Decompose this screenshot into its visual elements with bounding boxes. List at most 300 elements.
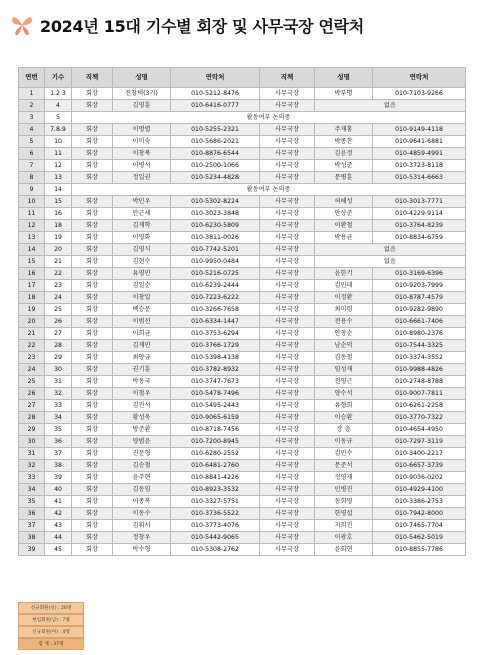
summary-box bbox=[18, 602, 84, 650]
president-name: 이미숙 bbox=[113, 136, 171, 148]
president-name: 김일순 bbox=[113, 280, 171, 292]
president-phone: 010-6481-2760 bbox=[171, 460, 260, 472]
president-role: 회장 bbox=[72, 472, 113, 484]
secretary-name: 김민태 bbox=[315, 280, 373, 292]
secretary-phone: 010-3386-2753 bbox=[373, 496, 466, 508]
secretary-phone: 010-4654-4950 bbox=[373, 424, 466, 436]
row-number: 31 bbox=[19, 448, 45, 460]
secretary-role: 사무국장 bbox=[260, 88, 315, 100]
table-row bbox=[19, 520, 466, 532]
president-name: 유영민 bbox=[113, 268, 171, 280]
generation-cell: 45 bbox=[45, 544, 72, 556]
generation-cell: 42 bbox=[45, 508, 72, 520]
secretary-name: 김동철 bbox=[315, 352, 373, 364]
president-name: 양범윤 bbox=[113, 436, 171, 448]
president-phone: 010-9950-0484 bbox=[171, 256, 260, 268]
secretary-role: 사무국장 bbox=[260, 520, 315, 532]
table-row bbox=[19, 328, 466, 340]
secretary-phone: 010-9203-7999 bbox=[373, 280, 466, 292]
generation-cell: 33 bbox=[45, 400, 72, 412]
generation-cell: 38 bbox=[45, 460, 72, 472]
generation-cell: 5 bbox=[45, 112, 72, 124]
secretary-role: 사무국장 bbox=[260, 304, 315, 316]
secretary-name: 남순덕 bbox=[315, 340, 373, 352]
row-number: 38 bbox=[19, 532, 45, 544]
generation-cell: 32 bbox=[45, 388, 72, 400]
table-row bbox=[19, 376, 466, 388]
president-role: 회장 bbox=[72, 508, 113, 520]
secretary-name: 전용수 bbox=[315, 316, 373, 328]
president-phone: 010-3747-7673 bbox=[171, 376, 260, 388]
secretary-name: 장 충 bbox=[315, 424, 373, 436]
secretary-role: 사무국장 bbox=[260, 460, 315, 472]
generation-cell: 10 bbox=[45, 136, 72, 148]
secretary-phone: 010-8834-6759 bbox=[373, 232, 466, 244]
secretary-phone: 010-4229-9114 bbox=[373, 208, 466, 220]
president-phone: 010-5302-8224 bbox=[171, 196, 260, 208]
secretary-name: 양수석 bbox=[315, 388, 373, 400]
secretary-role: 사무국장 bbox=[260, 436, 315, 448]
column-header: 직책 bbox=[72, 68, 113, 88]
row-number: 35 bbox=[19, 496, 45, 508]
secretary-name: 문병훈 bbox=[315, 172, 373, 184]
secretary-role: 사무국장 bbox=[260, 424, 315, 436]
president-role: 회장 bbox=[72, 160, 113, 172]
table-row bbox=[19, 484, 466, 496]
secretary-role: 사무국장 bbox=[260, 256, 315, 268]
generation-cell: 39 bbox=[45, 472, 72, 484]
president-role: 회장 bbox=[72, 148, 113, 160]
generation-cell: 18 bbox=[45, 220, 72, 232]
president-phone: 010-3736-5522 bbox=[171, 508, 260, 520]
secretary-name: 안창순 bbox=[315, 328, 373, 340]
president-name: 권기훈 bbox=[113, 364, 171, 376]
secretary-phone: 010-7544-3325 bbox=[373, 340, 466, 352]
secretary-role: 사무국장 bbox=[260, 388, 315, 400]
secretary-role: 사무국장 bbox=[260, 532, 315, 544]
president-name: 정창우 bbox=[113, 532, 171, 544]
president-phone: 010-5686-2021 bbox=[171, 136, 260, 148]
contact-table bbox=[18, 67, 466, 556]
secretary-name: 김민수 bbox=[315, 448, 373, 460]
page-header bbox=[10, 10, 364, 40]
president-name: 김현수 bbox=[113, 256, 171, 268]
generation-cell: 20 bbox=[45, 244, 72, 256]
president-phone: 010-5478-7496 bbox=[171, 388, 260, 400]
table-row bbox=[19, 112, 466, 124]
column-header: 성명 bbox=[315, 68, 373, 88]
row-number: 9 bbox=[19, 184, 45, 196]
table-row bbox=[19, 244, 466, 256]
summary-total: 합 계 : 37명 bbox=[18, 638, 84, 650]
secretary-role: 사무국장 bbox=[260, 160, 315, 172]
row-number: 30 bbox=[19, 436, 45, 448]
row-number: 29 bbox=[19, 424, 45, 436]
generation-cell: 24 bbox=[45, 292, 72, 304]
column-header: 직책 bbox=[260, 68, 315, 88]
row-number: 28 bbox=[19, 412, 45, 424]
president-phone: 010-5442-9065 bbox=[171, 532, 260, 544]
secretary-name: 윤회현 bbox=[315, 544, 373, 556]
secretary-role: 사무국장 bbox=[260, 364, 315, 376]
president-name: 전창택(3기) bbox=[113, 88, 171, 100]
generation-cell: 35 bbox=[45, 424, 72, 436]
president-phone: 010-5398-4138 bbox=[171, 352, 260, 364]
president-role: 회장 bbox=[72, 460, 113, 472]
column-header: 성명 bbox=[113, 68, 171, 88]
table-row bbox=[19, 124, 466, 136]
table-row bbox=[19, 280, 466, 292]
secretary-name: 박성준 bbox=[315, 160, 373, 172]
secretary-phone: 010-3764-8239 bbox=[373, 220, 466, 232]
president-phone: 010-6280-2552 bbox=[171, 448, 260, 460]
secretary-phone: 010-7297-3119 bbox=[373, 436, 466, 448]
row-number: 25 bbox=[19, 376, 45, 388]
table-row bbox=[19, 388, 466, 400]
president-phone: 010-8718-7456 bbox=[171, 424, 260, 436]
generation-cell: 13 bbox=[45, 172, 72, 184]
generation-cell: 41 bbox=[45, 496, 72, 508]
secretary-none: 없음 bbox=[315, 244, 466, 256]
generation-cell: 31 bbox=[45, 376, 72, 388]
president-name: 황성욱 bbox=[113, 412, 171, 424]
row-number: 2 bbox=[19, 100, 45, 112]
president-name: 최양금 bbox=[113, 352, 171, 364]
generation-cell: 4 bbox=[45, 100, 72, 112]
generation-cell: 21 bbox=[45, 256, 72, 268]
secretary-role: 사무국장 bbox=[260, 292, 315, 304]
secretary-role: 사무국장 bbox=[260, 268, 315, 280]
generation-cell: 25 bbox=[45, 304, 72, 316]
secretary-phone: 010-8980-2376 bbox=[373, 328, 466, 340]
president-role: 회장 bbox=[72, 304, 113, 316]
secretary-phone: 010-3770-7322 bbox=[373, 412, 466, 424]
president-name: 이창일 bbox=[113, 292, 171, 304]
row-number: 36 bbox=[19, 508, 45, 520]
president-name: 이종복 bbox=[113, 496, 171, 508]
secretary-name: 김윤정 bbox=[315, 148, 373, 160]
secretary-name: 안상준 bbox=[315, 208, 373, 220]
table-body bbox=[19, 88, 466, 556]
secretary-phone: 010-4859-4991 bbox=[373, 148, 466, 160]
president-role: 회장 bbox=[72, 388, 113, 400]
generation-cell: 1.2.3 bbox=[45, 88, 72, 100]
secretary-role: 사무국장 bbox=[260, 352, 315, 364]
president-phone: 010-8923-3532 bbox=[171, 484, 260, 496]
row-number: 4 bbox=[19, 124, 45, 136]
secretary-phone: 010-9036-0202 bbox=[373, 472, 466, 484]
row-number: 1 bbox=[19, 88, 45, 100]
president-role: 회장 bbox=[72, 316, 113, 328]
secretary-phone: 010-3400-2217 bbox=[373, 448, 466, 460]
president-name: 박동국 bbox=[113, 376, 171, 388]
summary-item: 신규회원(여) : 4명 bbox=[18, 626, 84, 638]
generation-cell: 14 bbox=[45, 184, 72, 196]
table-row bbox=[19, 340, 466, 352]
generation-cell: 19 bbox=[45, 232, 72, 244]
secretary-phone: 010-3374-3552 bbox=[373, 352, 466, 364]
president-name: 방준환 bbox=[113, 424, 171, 436]
secretary-name: 이정환 bbox=[315, 292, 373, 304]
secretary-role: 사무국장 bbox=[260, 484, 315, 496]
secretary-none: 없음 bbox=[315, 100, 466, 112]
secretary-role: 사무국장 bbox=[260, 376, 315, 388]
president-role: 회장 bbox=[72, 196, 113, 208]
status-note: 활동여부 논의중 bbox=[72, 112, 466, 124]
secretary-role: 사무국장 bbox=[260, 100, 315, 112]
secretary-name: 동희영 bbox=[315, 496, 373, 508]
generation-cell: 12 bbox=[45, 160, 72, 172]
row-number: 12 bbox=[19, 220, 45, 232]
secretary-role: 사무국장 bbox=[260, 472, 315, 484]
table-row bbox=[19, 364, 466, 376]
secretary-phone: 010-8855-7786 bbox=[373, 544, 466, 556]
president-phone: 010-6230-5809 bbox=[171, 220, 260, 232]
president-phone: 010-5212-8476 bbox=[171, 88, 260, 100]
president-role: 회장 bbox=[72, 532, 113, 544]
row-number: 5 bbox=[19, 136, 45, 148]
secretary-name: 임성재 bbox=[315, 364, 373, 376]
row-number: 21 bbox=[19, 328, 45, 340]
president-name: 김영식 bbox=[113, 244, 171, 256]
secretary-name: 허해성 bbox=[315, 196, 373, 208]
secretary-name: 박종찬 bbox=[315, 136, 373, 148]
generation-cell: 29 bbox=[45, 352, 72, 364]
president-phone: 010-3773-4076 bbox=[171, 520, 260, 532]
president-name: 김재학 bbox=[113, 220, 171, 232]
secretary-role: 사무국장 bbox=[260, 232, 315, 244]
secretary-phone: 010-9641-6881 bbox=[373, 136, 466, 148]
row-number: 19 bbox=[19, 304, 45, 316]
generation-cell: 11 bbox=[45, 148, 72, 160]
row-number: 15 bbox=[19, 256, 45, 268]
secretary-role: 사무국장 bbox=[260, 508, 315, 520]
generation-cell: 15 bbox=[45, 196, 72, 208]
secretary-role: 사무국장 bbox=[260, 328, 315, 340]
table-row bbox=[19, 196, 466, 208]
president-phone: 010-6239-2444 bbox=[171, 280, 260, 292]
status-note: 활동여부 논의중 bbox=[72, 184, 466, 196]
president-name: 이병석 bbox=[113, 160, 171, 172]
president-role: 회장 bbox=[72, 268, 113, 280]
table-row bbox=[19, 232, 466, 244]
president-role: 회장 bbox=[72, 400, 113, 412]
generation-cell: 16 bbox=[45, 208, 72, 220]
row-number: 27 bbox=[19, 400, 45, 412]
president-name: 이영화 bbox=[113, 232, 171, 244]
secretary-name: 전영근 bbox=[315, 376, 373, 388]
president-name: 김동임 bbox=[113, 484, 171, 496]
president-role: 회장 bbox=[72, 412, 113, 424]
row-number: 14 bbox=[19, 244, 45, 256]
column-header: 연번 bbox=[19, 68, 45, 88]
row-number: 39 bbox=[19, 544, 45, 556]
president-name: 김휘서 bbox=[113, 520, 171, 532]
president-role: 회장 bbox=[72, 220, 113, 232]
secretary-role: 사무국장 bbox=[260, 136, 315, 148]
summary-item: 신규회원(신) : 26명 bbox=[18, 602, 84, 614]
secretary-name: 최미령 bbox=[315, 304, 373, 316]
president-role: 회장 bbox=[72, 136, 113, 148]
secretary-name: 민병진 bbox=[315, 484, 373, 496]
secretary-role: 사무국장 bbox=[260, 280, 315, 292]
president-phone: 010-8876-6544 bbox=[171, 148, 260, 160]
president-phone: 010-3266-7658 bbox=[171, 304, 260, 316]
president-role: 회장 bbox=[72, 244, 113, 256]
secretary-phone: 010-3169-6396 bbox=[373, 268, 466, 280]
table-row bbox=[19, 148, 466, 160]
table-row bbox=[19, 100, 466, 112]
secretary-role: 사무국장 bbox=[260, 496, 315, 508]
secretary-name: 이승환 bbox=[315, 412, 373, 424]
page-title: 2024년 15대 기수별 회장 및 사무국장 연락처 bbox=[40, 16, 364, 36]
president-phone: 010-5216-0725 bbox=[171, 268, 260, 280]
secretary-role: 사무국장 bbox=[260, 340, 315, 352]
table-row bbox=[19, 256, 466, 268]
secretary-name: 박부명 bbox=[315, 88, 373, 100]
president-role: 회장 bbox=[72, 352, 113, 364]
secretary-role: 사무국장 bbox=[260, 124, 315, 136]
secretary-phone: 010-9149-4118 bbox=[373, 124, 466, 136]
president-name: 이범선 bbox=[113, 316, 171, 328]
president-name: 진문형 bbox=[113, 448, 171, 460]
secretary-role: 사무국장 bbox=[260, 220, 315, 232]
president-role: 회장 bbox=[72, 292, 113, 304]
row-number: 8 bbox=[19, 172, 45, 184]
table-row bbox=[19, 220, 466, 232]
secretary-name: 문준석 bbox=[315, 460, 373, 472]
president-role: 회장 bbox=[72, 100, 113, 112]
generation-cell: 40 bbox=[45, 484, 72, 496]
row-number: 24 bbox=[19, 364, 45, 376]
secretary-phone: 010-7465-7704 bbox=[373, 520, 466, 532]
generation-cell: 28 bbox=[45, 340, 72, 352]
president-phone: 010-5255-2321 bbox=[171, 124, 260, 136]
president-name: 이철우 bbox=[113, 388, 171, 400]
table-row bbox=[19, 412, 466, 424]
table-row bbox=[19, 88, 466, 100]
president-phone: 010-3023-3848 bbox=[171, 208, 260, 220]
row-number: 13 bbox=[19, 232, 45, 244]
president-role: 회장 bbox=[72, 436, 113, 448]
president-phone: 010-3753-6294 bbox=[171, 328, 260, 340]
secretary-name: 한영섭 bbox=[315, 508, 373, 520]
president-role: 회장 bbox=[72, 172, 113, 184]
table-row bbox=[19, 184, 466, 196]
secretary-name: 이광호 bbox=[315, 532, 373, 544]
row-number: 22 bbox=[19, 340, 45, 352]
table-row bbox=[19, 292, 466, 304]
secretary-name: 이동규 bbox=[315, 436, 373, 448]
president-name: 이희균 bbox=[113, 328, 171, 340]
president-phone: 010-7200-8945 bbox=[171, 436, 260, 448]
secretary-name: 주재홍 bbox=[315, 124, 373, 136]
president-phone: 010-2500-1066 bbox=[171, 160, 260, 172]
row-number: 20 bbox=[19, 316, 45, 328]
row-number: 18 bbox=[19, 292, 45, 304]
row-number: 7 bbox=[19, 160, 45, 172]
row-number: 16 bbox=[19, 268, 45, 280]
president-name: 안근세 bbox=[113, 208, 171, 220]
secretary-phone: 010-6661-7406 bbox=[373, 316, 466, 328]
president-phone: 010-7742-5201 bbox=[171, 244, 260, 256]
row-number: 33 bbox=[19, 472, 45, 484]
secretary-role: 사무국장 bbox=[260, 196, 315, 208]
butterfly-logo-icon bbox=[10, 13, 34, 37]
secretary-role: 사무국장 bbox=[260, 400, 315, 412]
president-name: 김영훈 bbox=[113, 100, 171, 112]
generation-cell: 34 bbox=[45, 412, 72, 424]
generation-cell: 7.8.9 bbox=[45, 124, 72, 136]
president-role: 회장 bbox=[72, 88, 113, 100]
president-name: 백승문 bbox=[113, 304, 171, 316]
secretary-role: 사무국장 bbox=[260, 448, 315, 460]
president-role: 회장 bbox=[72, 496, 113, 508]
president-role: 회장 bbox=[72, 376, 113, 388]
secretary-phone: 010-7103-9266 bbox=[373, 88, 466, 100]
table-row bbox=[19, 448, 466, 460]
table-row bbox=[19, 136, 466, 148]
president-role: 회장 bbox=[72, 484, 113, 496]
president-role: 회장 bbox=[72, 424, 113, 436]
table-row bbox=[19, 544, 466, 556]
column-header: 연락처 bbox=[373, 68, 466, 88]
president-phone: 010-5234-4828 bbox=[171, 172, 260, 184]
president-role: 회장 bbox=[72, 280, 113, 292]
president-phone: 010-3782-8932 bbox=[171, 364, 260, 376]
row-number: 17 bbox=[19, 280, 45, 292]
row-number: 32 bbox=[19, 460, 45, 472]
secretary-phone: 010-7942-8000 bbox=[373, 508, 466, 520]
president-phone: 010-6416-0777 bbox=[171, 100, 260, 112]
president-phone: 010-5495-2443 bbox=[171, 400, 260, 412]
table-row bbox=[19, 400, 466, 412]
generation-cell: 22 bbox=[45, 268, 72, 280]
president-phone: 010-3811-0026 bbox=[171, 232, 260, 244]
president-role: 회장 bbox=[72, 364, 113, 376]
generation-cell: 44 bbox=[45, 532, 72, 544]
table-row bbox=[19, 352, 466, 364]
secretary-role: 사무국장 bbox=[260, 148, 315, 160]
secretary-phone: 010-6261-2258 bbox=[373, 400, 466, 412]
secretary-none: 없음 bbox=[315, 256, 466, 268]
table-row bbox=[19, 268, 466, 280]
president-role: 회장 bbox=[72, 328, 113, 340]
secretary-phone: 010-9282-9890 bbox=[373, 304, 466, 316]
president-name: 김승철 bbox=[113, 460, 171, 472]
secretary-role: 사무국장 bbox=[260, 412, 315, 424]
secretary-phone: 010-8787-4579 bbox=[373, 292, 466, 304]
secretary-role: 사무국장 bbox=[260, 544, 315, 556]
table-row bbox=[19, 424, 466, 436]
secretary-role: 사무국장 bbox=[260, 316, 315, 328]
row-number: 37 bbox=[19, 520, 45, 532]
generation-cell: 36 bbox=[45, 436, 72, 448]
row-number: 34 bbox=[19, 484, 45, 496]
secretary-role: 사무국장 bbox=[260, 244, 315, 256]
president-name: 이동수 bbox=[113, 508, 171, 520]
generation-cell: 37 bbox=[45, 448, 72, 460]
secretary-role: 사무국장 bbox=[260, 208, 315, 220]
table-row bbox=[19, 304, 466, 316]
row-number: 26 bbox=[19, 388, 45, 400]
president-role: 회장 bbox=[72, 448, 113, 460]
generation-cell: 43 bbox=[45, 520, 72, 532]
summary-item: 현업회원(남) : 7명 bbox=[18, 614, 84, 626]
secretary-phone: 010-2748-8788 bbox=[373, 376, 466, 388]
president-name: 김재민 bbox=[113, 340, 171, 352]
row-number: 23 bbox=[19, 352, 45, 364]
